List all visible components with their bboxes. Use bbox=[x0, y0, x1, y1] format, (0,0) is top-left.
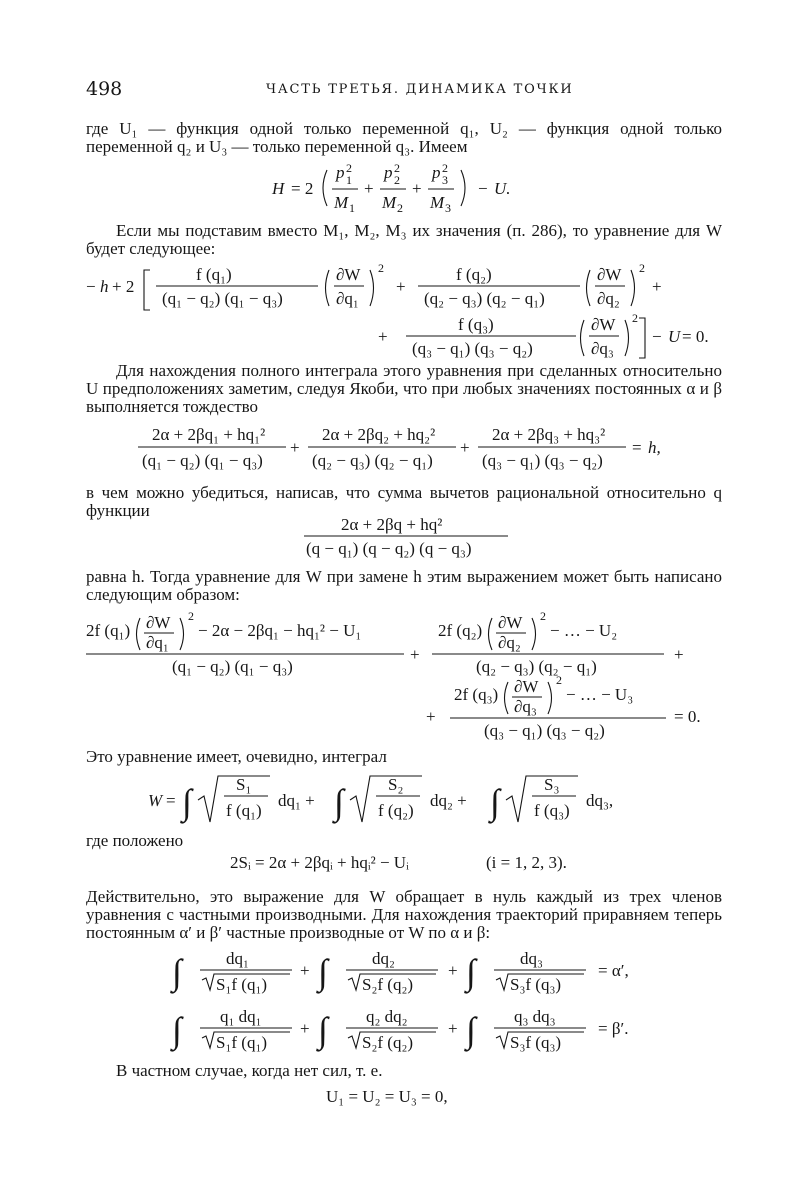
svg-text:S₁f (q₁): S₁f (q₁) bbox=[216, 1033, 268, 1052]
equation-s-definition bbox=[86, 848, 722, 878]
svg-text:∫: ∫ bbox=[466, 952, 476, 992]
paragraph-2: Если мы подставим вместо M₁, M₂, M₃ их значения (п. 286), то уравнение для W будет следующее: bbox=[86, 221, 722, 258]
svg-text:= 0.: = 0. bbox=[682, 327, 709, 346]
svg-text:=: = bbox=[632, 438, 642, 457]
svg-text:2f (q₁): 2f (q₁) bbox=[86, 621, 131, 640]
svg-text:− … − U₃: − … − U₃ bbox=[566, 685, 634, 704]
svg-text:2α + 2βq₂ + hq₂²: 2α + 2βq₂ + hq₂² bbox=[322, 425, 436, 444]
equation-complete-integral bbox=[86, 770, 722, 830]
svg-text:+: + bbox=[300, 961, 310, 980]
svg-text:f (q₃): f (q₃) bbox=[458, 315, 494, 334]
svg-text:+: + bbox=[396, 277, 406, 296]
svg-text:∂W: ∂W bbox=[514, 677, 539, 696]
svg-text:∂q₃: ∂q₃ bbox=[591, 339, 614, 358]
svg-text:2: 2 bbox=[397, 201, 403, 215]
svg-text:∫: ∫ bbox=[318, 1010, 328, 1050]
svg-text:+: + bbox=[426, 707, 436, 726]
paragraph-7: где положено bbox=[86, 831, 184, 850]
svg-text:(q₃ − q₁) (q₃ − q₂): (q₃ − q₁) (q₃ − q₂) bbox=[412, 339, 533, 358]
equation-trajectory-alpha bbox=[86, 946, 722, 1000]
svg-text:+: + bbox=[364, 179, 374, 198]
svg-text:p: p bbox=[336, 163, 345, 182]
svg-text:+: + bbox=[652, 277, 662, 296]
svg-text:S₁f (q₁): S₁f (q₁) bbox=[216, 975, 268, 994]
svg-text:3: 3 bbox=[445, 201, 451, 215]
svg-text:h: h bbox=[100, 277, 109, 296]
paragraph-3: Для нахождения полного интеграла этого уравнения при сделанных относительно U предположениях заметим, следуя Якоби, что при любых значениях постоянных α и β выполняется тождество bbox=[86, 361, 722, 416]
svg-text:(q₂ − q₃) (q₂ − q₁): (q₂ − q₃) (q₂ − q₁) bbox=[476, 657, 597, 676]
paragraph-1: где U₁ — функция одной только переменной q₁, U₂ — функция одной только переменной q₂ и U₃ — только переменной q₃. Имеем bbox=[86, 119, 722, 156]
svg-text:S₂f (q₂): S₂f (q₂) bbox=[362, 1033, 414, 1052]
svg-text:=: = bbox=[166, 791, 176, 810]
svg-text:q₂ dq₂: q₂ dq₂ bbox=[366, 1007, 408, 1026]
equation-transformed-line-2 bbox=[86, 673, 722, 740]
svg-text:3: 3 bbox=[442, 173, 448, 187]
svg-text:2: 2 bbox=[378, 261, 384, 275]
svg-text:(q₂ − q₃) (q₂ − q₁): (q₂ − q₃) (q₂ − q₁) bbox=[312, 451, 433, 470]
svg-text:f (q₂): f (q₂) bbox=[456, 265, 492, 284]
svg-text:p: p bbox=[432, 163, 441, 182]
svg-text:(q₂ − q₃) (q₂ − q₁): (q₂ − q₃) (q₂ − q₁) bbox=[424, 289, 545, 308]
svg-text:f (q₁): f (q₁) bbox=[226, 801, 262, 820]
paragraph-6: Это уравнение имеет, очевидно, интеграл bbox=[86, 747, 387, 766]
svg-text:(q₁ − q₂) (q₁ − q₃): (q₁ − q₂) (q₁ − q₃) bbox=[142, 451, 263, 470]
svg-text:+: + bbox=[674, 645, 684, 664]
svg-text:= α′,: = α′, bbox=[598, 961, 629, 980]
equation-trajectory-beta bbox=[86, 1004, 722, 1058]
svg-text:H: H bbox=[272, 179, 285, 198]
svg-text:p: p bbox=[384, 163, 393, 182]
svg-text:+ 2: + 2 bbox=[112, 277, 135, 296]
equation-hamiltonian bbox=[86, 158, 722, 214]
svg-text:2: 2 bbox=[394, 173, 400, 187]
svg-text:∂W: ∂W bbox=[336, 265, 361, 284]
svg-text:dq₁ +: dq₁ + bbox=[278, 791, 315, 810]
paragraph-4: в чем можно убедиться, написав, что сумма вычетов рациональной относительно q функции bbox=[86, 483, 722, 520]
svg-text:(q₁ − q₂) (q₁ − q₃): (q₁ − q₂) (q₁ − q₃) bbox=[162, 289, 283, 308]
svg-text:+: + bbox=[410, 645, 420, 664]
svg-text:2f (q₃): 2f (q₃) bbox=[454, 685, 499, 704]
svg-text:(q − q₁) (q − q₂) (q − q₃): (q − q₁) (q − q₂) (q − q₃) bbox=[306, 539, 472, 558]
svg-text:1: 1 bbox=[346, 173, 352, 187]
svg-text:2: 2 bbox=[188, 609, 194, 623]
svg-text:2: 2 bbox=[540, 609, 546, 623]
svg-text:∫: ∫ bbox=[466, 1010, 476, 1050]
svg-text:f (q₃): f (q₃) bbox=[534, 801, 570, 820]
svg-text:∫: ∫ bbox=[182, 782, 192, 822]
svg-text:+: + bbox=[412, 179, 422, 198]
svg-text:∫: ∫ bbox=[334, 782, 344, 822]
svg-text:(q₃ − q₁) (q₃ − q₂): (q₃ − q₁) (q₃ − q₂) bbox=[482, 451, 603, 470]
svg-text:∂W: ∂W bbox=[498, 613, 523, 632]
equation-no-force bbox=[86, 1082, 722, 1112]
svg-text:∫: ∫ bbox=[172, 1010, 182, 1050]
svg-text:2: 2 bbox=[442, 161, 448, 175]
svg-text:+: + bbox=[378, 327, 388, 346]
svg-text:q₁ dq₁: q₁ dq₁ bbox=[220, 1007, 262, 1026]
equation-jacobi-identity bbox=[86, 420, 722, 476]
page-number: 498 bbox=[86, 78, 123, 100]
svg-text:∂W: ∂W bbox=[146, 613, 171, 632]
svg-text:W: W bbox=[148, 791, 163, 810]
svg-text:M: M bbox=[382, 193, 397, 212]
svg-text:∂q₃: ∂q₃ bbox=[514, 697, 537, 716]
svg-text:(i = 1, 2, 3).: (i = 1, 2, 3). bbox=[486, 853, 567, 872]
svg-text:− 2α − 2βq₁ − hq₁² − U₁: − 2α − 2βq₁ − hq₁² − U₁ bbox=[198, 621, 362, 640]
svg-text:= 2: = 2 bbox=[291, 179, 314, 198]
svg-text:∂q₂: ∂q₂ bbox=[498, 633, 521, 652]
svg-text:2: 2 bbox=[556, 673, 562, 687]
svg-text:(q₃ − q₁) (q₃ − q₂): (q₃ − q₁) (q₃ − q₂) bbox=[484, 721, 605, 740]
svg-text:S₁: S₁ bbox=[236, 775, 252, 794]
svg-text:+: + bbox=[300, 1019, 310, 1038]
paragraph-9: В частном случае, когда нет сил, т. е. bbox=[116, 1061, 383, 1080]
svg-text:U.: U. bbox=[494, 179, 511, 198]
equation-rational-function bbox=[86, 512, 722, 560]
equation-transformed-line-1 bbox=[86, 608, 722, 676]
svg-text:−: − bbox=[652, 327, 662, 346]
svg-text:dq₂: dq₂ bbox=[372, 949, 395, 968]
svg-text:S₃f (q₃): S₃f (q₃) bbox=[510, 1033, 562, 1052]
running-header bbox=[86, 78, 741, 102]
svg-text:∂q₂: ∂q₂ bbox=[597, 289, 620, 308]
svg-text:2α + 2βq₁ + hq₁²: 2α + 2βq₁ + hq₁² bbox=[152, 425, 266, 444]
svg-text:+: + bbox=[460, 438, 470, 457]
svg-text:q₃ dq₃: q₃ dq₃ bbox=[514, 1007, 556, 1026]
svg-text:2α + 2βq₃ + hq₃²: 2α + 2βq₃ + hq₃² bbox=[492, 425, 606, 444]
svg-text:∫: ∫ bbox=[318, 952, 328, 992]
svg-text:S₃f (q₃): S₃f (q₃) bbox=[510, 975, 562, 994]
svg-text:− … − U₂: − … − U₂ bbox=[550, 621, 618, 640]
svg-text:∂W: ∂W bbox=[591, 315, 616, 334]
svg-text:∫: ∫ bbox=[172, 952, 182, 992]
svg-text:M: M bbox=[334, 193, 349, 212]
svg-text:(q₁ − q₂) (q₁ − q₃): (q₁ − q₂) (q₁ − q₃) bbox=[172, 657, 293, 676]
svg-text:2: 2 bbox=[632, 311, 638, 325]
svg-text:U: U bbox=[668, 327, 681, 346]
svg-text:dq₂ +: dq₂ + bbox=[430, 791, 467, 810]
svg-text:+: + bbox=[448, 961, 458, 980]
svg-text:= 0.: = 0. bbox=[674, 707, 701, 726]
svg-text:∂q₁: ∂q₁ bbox=[336, 289, 359, 308]
svg-text:S₂f (q₂): S₂f (q₂) bbox=[362, 975, 414, 994]
svg-text:M: M bbox=[430, 193, 445, 212]
svg-text:dq₁: dq₁ bbox=[226, 949, 249, 968]
running-head-title: ЧАСТЬ ТРЕТЬЯ. ДИНАМИКА ТОЧКИ bbox=[266, 82, 574, 97]
paragraph-8: Действительно, это выражение для W обращает в нуль каждый из трех членов уравнения с частными производными. Для нахождения траекторий приравняем теперь постоянным α′ и β′ частные производные от W по α и β: bbox=[86, 887, 722, 942]
svg-text:1: 1 bbox=[349, 201, 355, 215]
paragraph-5: равна h. Тогда уравнение для W при замене h этим выражением может быть написано следующим образом: bbox=[86, 567, 722, 604]
svg-text:h,: h, bbox=[648, 438, 661, 457]
svg-text:∫: ∫ bbox=[490, 782, 500, 822]
svg-text:2: 2 bbox=[639, 261, 645, 275]
svg-text:−: − bbox=[478, 179, 488, 198]
svg-text:f (q₁): f (q₁) bbox=[196, 265, 232, 284]
svg-text:dq₃,: dq₃, bbox=[586, 791, 614, 810]
svg-text:2Sᵢ = 2α + 2βqᵢ + hqᵢ² − Uᵢ: 2Sᵢ = 2α + 2βqᵢ + hqᵢ² − Uᵢ bbox=[230, 853, 409, 872]
svg-text:2: 2 bbox=[394, 161, 400, 175]
equation-hamilton-jacobi-line-1 bbox=[86, 260, 722, 318]
svg-text:+: + bbox=[448, 1019, 458, 1038]
svg-text:S₂: S₂ bbox=[388, 775, 404, 794]
svg-text:∂q₁: ∂q₁ bbox=[146, 633, 169, 652]
equation-hamilton-jacobi-line-2 bbox=[86, 312, 722, 366]
svg-text:dq₃: dq₃ bbox=[520, 949, 543, 968]
svg-text:2: 2 bbox=[346, 161, 352, 175]
svg-text:f (q₂): f (q₂) bbox=[378, 801, 414, 820]
svg-text:−: − bbox=[86, 277, 96, 296]
svg-text:S₃: S₃ bbox=[544, 775, 560, 794]
svg-text:∂W: ∂W bbox=[597, 265, 622, 284]
svg-text:2α + 2βq + hq²: 2α + 2βq + hq² bbox=[341, 515, 443, 534]
svg-text:= β′.: = β′. bbox=[598, 1019, 629, 1038]
svg-text:2f (q₂): 2f (q₂) bbox=[438, 621, 483, 640]
svg-text:+: + bbox=[290, 438, 300, 457]
equation-no-force-text: U₁ = U₂ = U₃ = 0, bbox=[326, 1087, 448, 1106]
